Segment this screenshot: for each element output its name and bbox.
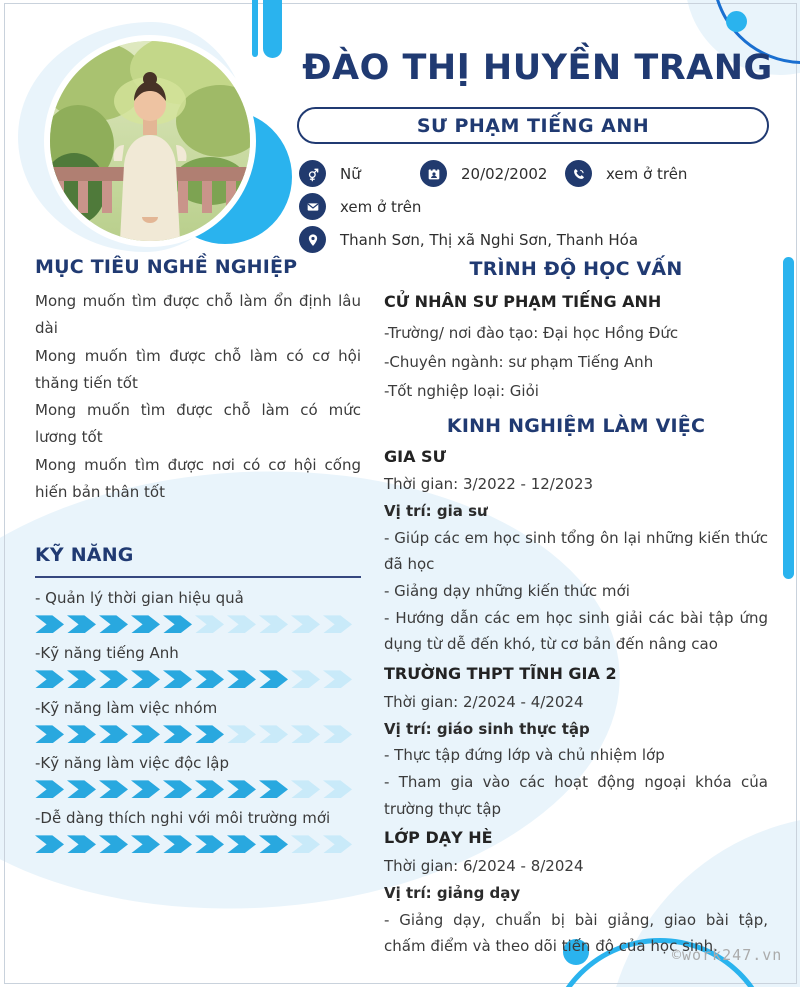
chevron-icon bbox=[323, 835, 352, 853]
contact-address-value: Thanh Sơn, Thị xã Nghi Sơn, Thanh Hóa bbox=[340, 230, 639, 249]
skill-item bbox=[35, 644, 361, 688]
job-title: GIA SƯ bbox=[384, 446, 446, 466]
skill-level-bar bbox=[35, 615, 361, 633]
candidate-name: ĐÀO THỊ HUYỀN TRANG bbox=[302, 48, 773, 88]
chevron-icon bbox=[99, 670, 128, 688]
chevron-icon bbox=[163, 780, 192, 798]
skill-level-bar bbox=[35, 725, 361, 743]
chevron-icon bbox=[227, 725, 256, 743]
skill-level-bar bbox=[35, 835, 361, 853]
skill-label: -Kỹ năng làm việc nhóm bbox=[35, 699, 218, 718]
chevron-icon bbox=[35, 780, 64, 798]
job-position: Vị trí: giáo sinh thực tập bbox=[384, 719, 590, 738]
objective-item: Mong muốn tìm được chỗ làm có cơ hội thăng tiến tốt bbox=[35, 346, 361, 392]
chevron-icon bbox=[195, 780, 224, 798]
calendar-icon bbox=[420, 160, 447, 187]
chevron-icon bbox=[291, 835, 320, 853]
job-bullet: - Thực tập đứng lớp và chủ nhiệm lớp bbox=[384, 746, 665, 765]
chevron-icon bbox=[67, 725, 96, 743]
job-bullet: - Giúp các em học sinh tổng ôn lại những kiến thức đã học bbox=[384, 528, 768, 574]
right-column bbox=[384, 258, 768, 960]
job-entry bbox=[384, 660, 768, 822]
education-detail: -Trường/ nơi đào tạo: Đại học Hồng Đức bbox=[384, 323, 679, 342]
chevron-icon bbox=[99, 725, 128, 743]
job-time: Thời gian: 3/2022 - 12/2023 bbox=[384, 475, 594, 494]
chevron-icon bbox=[291, 780, 320, 798]
chevron-icon bbox=[195, 835, 224, 853]
skills-heading: KỸ NĂNG bbox=[35, 544, 361, 578]
chevron-icon bbox=[259, 615, 288, 633]
skill-item bbox=[35, 754, 361, 798]
job-title: LỚP DẠY HÈ bbox=[384, 828, 493, 848]
objectives-heading: MỤC TIÊU NGHỀ NGHIỆP bbox=[35, 256, 298, 278]
skills-list bbox=[35, 589, 361, 853]
left-column bbox=[35, 256, 361, 853]
contact-gender-value: Nữ bbox=[340, 164, 361, 183]
gender-icon bbox=[299, 160, 326, 187]
blue-bar-thick bbox=[263, 0, 282, 58]
chevron-icon bbox=[323, 615, 352, 633]
blue-bar-thin bbox=[252, 0, 258, 57]
chevron-icon bbox=[35, 615, 64, 633]
education-detail: -Chuyên ngành: sư phạm Tiếng Anh bbox=[384, 353, 654, 372]
chevron-icon bbox=[227, 615, 256, 633]
contact-phone-value: xem ở trên bbox=[606, 164, 688, 183]
chevron-icon bbox=[67, 615, 96, 633]
job-entry bbox=[384, 443, 768, 659]
contact-info bbox=[299, 160, 779, 256]
chevron-icon bbox=[195, 670, 224, 688]
chevron-icon bbox=[227, 835, 256, 853]
skill-label: -Dễ dàng thích nghi với môi trường mới bbox=[35, 809, 331, 828]
contact-email-value: xem ở trên bbox=[340, 197, 422, 216]
job-bullet: - Hướng dẫn các em học sinh giải các bài tập ứng dụng từ dễ đến khó, từ cơ bản đến nâng cao bbox=[384, 608, 768, 654]
chevron-icon bbox=[195, 615, 224, 633]
phone-icon bbox=[565, 160, 592, 187]
chevron-icon bbox=[163, 670, 192, 688]
chevron-icon bbox=[259, 670, 288, 688]
education-degree: CỬ NHÂN SƯ PHẠM TIẾNG ANH bbox=[384, 292, 662, 311]
chevron-icon bbox=[99, 780, 128, 798]
chevron-icon bbox=[67, 670, 96, 688]
chevron-icon bbox=[163, 725, 192, 743]
chevron-icon bbox=[163, 615, 192, 633]
job-bullet: - Giảng dạy những kiến thức mới bbox=[384, 582, 630, 601]
job-bullet: - Giảng dạy, chuẩn bị bài giảng, giao bài tập, chấm điểm và theo dõi tiến độ của học sinh. bbox=[384, 910, 768, 956]
chevron-icon bbox=[67, 835, 96, 853]
blue-edge-bar bbox=[783, 257, 794, 579]
skill-item bbox=[35, 699, 361, 743]
chevron-icon bbox=[99, 835, 128, 853]
chevron-icon bbox=[323, 780, 352, 798]
skill-label: -Kỹ năng tiếng Anh bbox=[35, 644, 179, 663]
chevron-icon bbox=[259, 780, 288, 798]
chevron-icon bbox=[35, 725, 64, 743]
chevron-icon bbox=[291, 615, 320, 633]
watermark: ©work247.vn bbox=[672, 946, 783, 964]
objective-item: Mong muốn tìm được chỗ làm ổn định lâu dài bbox=[35, 292, 361, 338]
chevron-icon bbox=[323, 725, 352, 743]
contact-phone bbox=[565, 160, 687, 187]
skill-level-bar bbox=[35, 780, 361, 798]
job-title-pill: SƯ PHẠM TIẾNG ANH bbox=[297, 107, 769, 144]
chevron-icon bbox=[323, 670, 352, 688]
objectives-list bbox=[35, 288, 361, 506]
chevron-icon bbox=[227, 670, 256, 688]
objective-item: Mong muốn tìm được chỗ làm có mức lương tốt bbox=[35, 401, 361, 447]
contact-address bbox=[299, 226, 638, 253]
job-time: Thời gian: 6/2024 - 8/2024 bbox=[384, 857, 584, 876]
chevron-icon bbox=[163, 835, 192, 853]
objective-item: Mong muốn tìm được nơi có cơ hội cống hiến bản thân tốt bbox=[35, 455, 361, 502]
chevron-icon bbox=[131, 725, 160, 743]
education-heading: TRÌNH ĐỘ HỌC VẤN bbox=[469, 258, 683, 280]
chevron-icon bbox=[35, 670, 64, 688]
location-pin-icon bbox=[299, 226, 326, 253]
chevron-icon bbox=[227, 780, 256, 798]
chevron-icon bbox=[35, 835, 64, 853]
chevron-icon bbox=[259, 725, 288, 743]
chevron-icon bbox=[99, 615, 128, 633]
skill-label: - Quản lý thời gian hiệu quả bbox=[35, 589, 244, 608]
chevron-icon bbox=[195, 725, 224, 743]
chevron-icon bbox=[131, 615, 160, 633]
mail-icon bbox=[299, 193, 326, 220]
chevron-icon bbox=[131, 835, 160, 853]
skill-level-bar bbox=[35, 670, 361, 688]
education-detail: -Tốt nghiệp loại: Giỏi bbox=[384, 382, 539, 401]
job-title: TRƯỜNG THPT TĨNH GIA 2 bbox=[384, 664, 617, 684]
job-position: Vị trí: giảng dạy bbox=[384, 883, 521, 902]
contact-email bbox=[299, 193, 421, 220]
orbit-dot-top-right bbox=[726, 11, 747, 32]
profile-photo-illustration bbox=[50, 41, 250, 241]
skill-label: -Kỹ năng làm việc độc lập bbox=[35, 754, 230, 773]
contact-gender bbox=[299, 160, 361, 187]
chevron-icon bbox=[67, 780, 96, 798]
job-position: Vị trí: gia sư bbox=[384, 502, 488, 521]
jobs-list bbox=[384, 443, 768, 960]
contact-birthday-value: 20/02/2002 bbox=[461, 164, 548, 183]
skill-item bbox=[35, 589, 361, 633]
chevron-icon bbox=[131, 780, 160, 798]
education-details bbox=[384, 319, 768, 407]
job-entry bbox=[384, 824, 768, 960]
contact-birthday bbox=[420, 160, 547, 187]
chevron-icon bbox=[291, 725, 320, 743]
job-time: Thời gian: 2/2024 - 4/2024 bbox=[384, 692, 584, 711]
job-bullet: - Tham gia vào các hoạt động ngoại khóa của trường thực tập bbox=[384, 773, 768, 818]
skill-item bbox=[35, 809, 361, 853]
chevron-icon bbox=[131, 670, 160, 688]
chevron-icon bbox=[291, 670, 320, 688]
experience-heading: KINH NGHIỆM LÀM VIỆC bbox=[446, 414, 706, 437]
profile-photo bbox=[44, 35, 256, 247]
chevron-icon bbox=[259, 835, 288, 853]
